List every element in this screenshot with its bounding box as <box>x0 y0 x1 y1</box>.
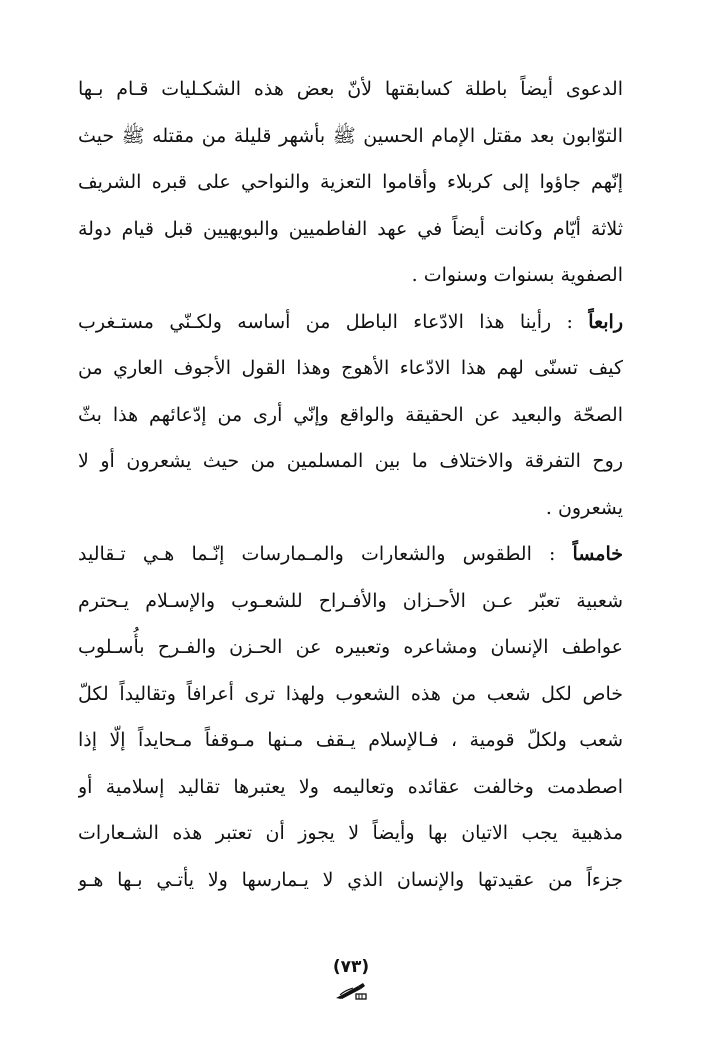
text-line: خاص لكل شعب من هذه الشعوب ولهذا ترى أعرافاً وتقاليداً لكلّ <box>78 682 623 705</box>
paragraph-heading: خامساً <box>572 543 623 565</box>
text-line: اصطدمت وخالفت عقائده وتعاليمه ولا يعتبرها تقاليد إسلامية أو <box>78 775 623 798</box>
text-line: التوّابون بعد مقتل الإمام الحسين ﷺ بأشهر قليلة من مقتله ﷺ حيث <box>78 124 623 147</box>
page-body <box>78 66 623 903</box>
text-line: الصحّة والبعيد عن الحقيقة والواقع وإنّي أرى من إدّعائهم هذا بثّ <box>78 403 623 426</box>
text-line: روح التفرقة والاختلاف ما بين المسلمين من حيث يشعرون أو لا <box>78 450 623 472</box>
text-span: : رأينا هذا الادّعاء الباطل من أساسه ولكـنّي مستـغرب <box>78 310 589 333</box>
text-line: الصفوية بسنوات وسنوات . <box>411 264 623 286</box>
paragraph-2 <box>78 299 623 532</box>
text-line: الدعوى أيضاً باطلة كسابقتها لأنّ بعض هذه الشكـليات قـام بـها <box>78 78 623 100</box>
text-line: ثلاثة أيّام وكانت أيضاً في عهد الفاطميين والبويهيين قبل قيام دولة <box>78 217 623 240</box>
text-line: كيف تسنّى لهم هذا الادّعاء الأهوج وهذا القول الأجوف العاري من <box>78 357 623 379</box>
page-number: (٧٣) <box>332 957 370 977</box>
text-span: : الطقوس والشعارات والمـمارسات إنّـما هـي تـقاليد <box>78 543 573 565</box>
text-line: جزءاً من عقيدتها والإنسان الذي لا يـمارسها ولا يأتـي بـها هـو <box>78 868 623 891</box>
text-line: مذهبية يجب الاتيان بها وأيضاً لا يجوز أن تعتبر هذه الشـعارات <box>78 822 623 844</box>
text-line: شعب ولكلّ قومية ، فـالإسلام يـقف مـنها مـوقفاً مـحايداً إلّا إذا <box>78 729 623 751</box>
text-line: عواطف الإنسان ومشاعره وتعبيره عن الحـزن والفـرح بأُسـلوب <box>78 636 623 658</box>
text-line <box>78 531 623 578</box>
text-line <box>78 299 623 346</box>
text-line: شعبية تعبّر عـن الأحـزان والأفـراح للشعـوب والإسـلام يـحترم <box>78 589 623 612</box>
paragraph-3 <box>78 531 623 903</box>
pen-icon <box>334 980 368 1000</box>
page-footer <box>0 956 702 1000</box>
text-line: يشعرون . <box>545 496 623 519</box>
text-line: إنّهم جاؤوا إلى كربلاء وأقاموا التعزية والنواحي على قبره الشريف <box>78 171 623 193</box>
paragraph-1 <box>78 66 623 299</box>
paragraph-heading: رابعاً <box>588 310 623 333</box>
